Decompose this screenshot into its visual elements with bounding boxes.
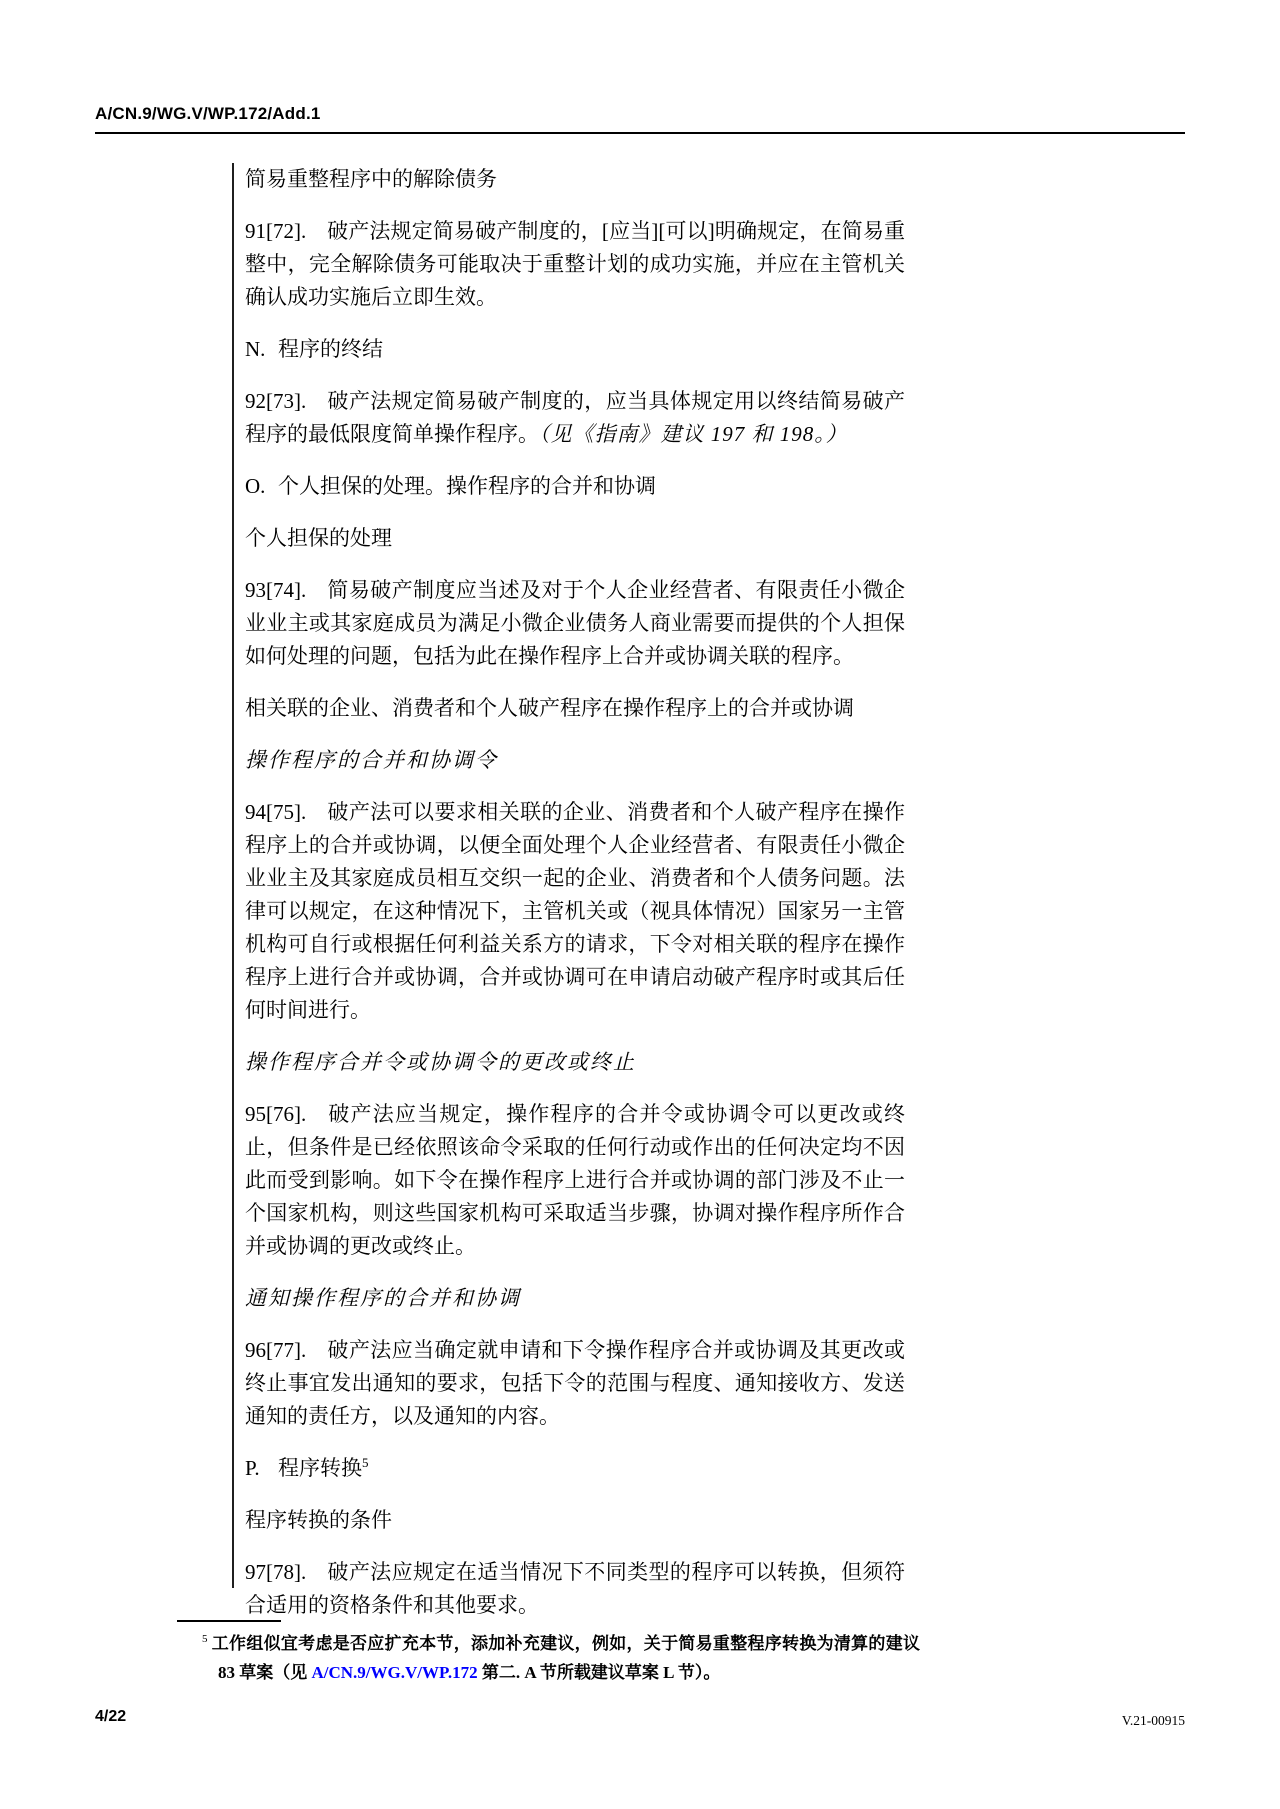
paragraph-95-text: 破产法应当规定，操作程序的合并令或协调令可以更改或终止，但条件是已经依照该命令采取的任何行动或作出的任何决定均不因此而受到影响。如下令在操作程序上进行合并或协调的部门涉及不止一个国家机构，则这些国家机构可采取适当步骤，协调对操作程序所作合并或协调的更改或终止。 xyxy=(245,1102,905,1258)
revision-change-bar xyxy=(232,163,234,1588)
section-heading-n xyxy=(245,333,905,366)
section-p-title: 程序转换 xyxy=(278,1456,362,1480)
header-rule xyxy=(95,132,1185,134)
paragraph-96 xyxy=(245,1334,905,1433)
heading-personal-guarantees: 个人担保的处理 xyxy=(245,526,392,550)
subheading-notice: 通知操作程序的合并和协调 xyxy=(245,1286,521,1310)
section-p-label: P. xyxy=(245,1456,260,1480)
footnote-5-document-link[interactable]: A/CN.9/WG.V/WP.172 xyxy=(311,1662,478,1682)
paragraph-97 xyxy=(245,1556,905,1622)
footnote-5-text-1: 工作组似宜考虑是否应扩充本节，添加补充建议，例如，关于简易重整程序转换为清算的建议 xyxy=(211,1634,920,1653)
paragraph-97-number: 97[78]. xyxy=(245,1560,307,1584)
subheading-consolidation-order: 操作程序的合并和协调令 xyxy=(245,748,498,772)
section-o-label: O. xyxy=(245,474,266,498)
footnote-5-section-l: L xyxy=(663,1662,674,1682)
footnote-5-text-2: 草案（见 xyxy=(235,1662,312,1682)
paragraph-96-number: 96[77]. xyxy=(245,1338,307,1362)
paragraph-93-text: 简易破产制度应当述及对于个人企业经营者、有限责任小微企业业主或其家庭成员为满足小微企业债务人商业需要而提供的个人担保如何处理的问题，包括为此在操作程序上合并或协调关联的程序。 xyxy=(245,578,905,668)
subheading-modification-termination: 操作程序合并令或协调令的更改或终止 xyxy=(245,1050,636,1074)
footnote-5-section-a: A xyxy=(524,1662,536,1682)
footnote-separator xyxy=(177,1620,281,1622)
paragraph-92-guide-reference: （见《指南》建议 197 和 198。） xyxy=(539,422,848,446)
section-n-label: N. xyxy=(245,337,266,361)
document-body xyxy=(245,163,905,1641)
paragraph-94 xyxy=(245,796,905,1027)
paragraph-93 xyxy=(245,574,905,673)
job-number: V.21-00915 xyxy=(1121,1713,1185,1728)
paragraph-97-text: 破产法应规定在适当情况下不同类型的程序可以转换，但须符合适用的资格条件和其他要求。 xyxy=(245,1560,905,1617)
document-symbol: A/CN.9/WG.V/WP.172/Add.1 xyxy=(95,104,321,123)
paragraph-91-number: 91[72]. xyxy=(245,219,307,243)
section-n-title: 程序的终结 xyxy=(278,337,383,361)
heading-conversion-conditions: 程序转换的条件 xyxy=(245,1508,392,1532)
paragraph-94-number: 94[75]. xyxy=(245,800,307,824)
footnote-5-recommendation-number: 83 xyxy=(218,1662,235,1682)
footnote-reference-5[interactable]: 5 xyxy=(362,1455,369,1470)
footnote-5-text-5: 节）。 xyxy=(673,1662,721,1682)
page-number: 4/22 xyxy=(95,1708,127,1725)
section-o-title: 个人担保的处理。操作程序的合并和协调 xyxy=(278,474,656,498)
paragraph-92 xyxy=(245,385,905,451)
footnote-5-text-4: 节所载建议草案 xyxy=(535,1662,664,1682)
section-heading-p xyxy=(245,1452,905,1485)
paragraph-95 xyxy=(245,1098,905,1263)
paragraph-95-number: 95[76]. xyxy=(245,1102,307,1126)
paragraph-96-text: 破产法应当确定就申请和下令操作程序合并或协调及其更改或终止事宜发出通知的要求，包括下令的范围与程度、通知接收方、发送通知的责任方，以及通知的内容。 xyxy=(245,1338,905,1428)
paragraph-91-text: 破产法规定简易破产制度的，[应当][可以]明确规定，在简易重整中，完全解除债务可能取决于重整计划的成功实施，并应在主管机关确认成功实施后立即生效。 xyxy=(245,219,905,309)
paragraph-91 xyxy=(245,215,905,314)
paragraph-92-number: 92[73]. xyxy=(245,389,307,413)
paragraph-94-text: 破产法可以要求相关联的企业、消费者和个人破产程序在操作程序上的合并或协调，以便全面处理个人企业经营者、有限责任小微企业业主及其家庭成员相互交织一起的企业、消费者和个人债务问题。法律可以规定，在这种情况下，主管机关或（视具体情况）国家另一主管机构可自行或根据任何利益关系方的请求，下令对相关联的程序在操作程序上进行合并或协调，合并或协调可在申请启动破产程序时或其后任何时间进行。 xyxy=(245,800,905,1022)
footnote-5-marker: 5 xyxy=(202,1633,208,1646)
footnote-5-text-3: 第二. xyxy=(477,1662,525,1682)
heading-discharge: 简易重整程序中的解除债务 xyxy=(245,167,497,191)
paragraph-93-number: 93[74]. xyxy=(245,578,307,602)
section-heading-o xyxy=(245,470,905,503)
heading-related-proceedings: 相关联的企业、消费者和个人破产程序在操作程序上的合并或协调 xyxy=(245,696,854,720)
paragraph-92-text: 破产法规定简易破产制度的，应当具体规定用以终结简易破产程序的最低限度简单操作程序。 xyxy=(245,389,905,446)
footnote-5 xyxy=(202,1630,920,1687)
